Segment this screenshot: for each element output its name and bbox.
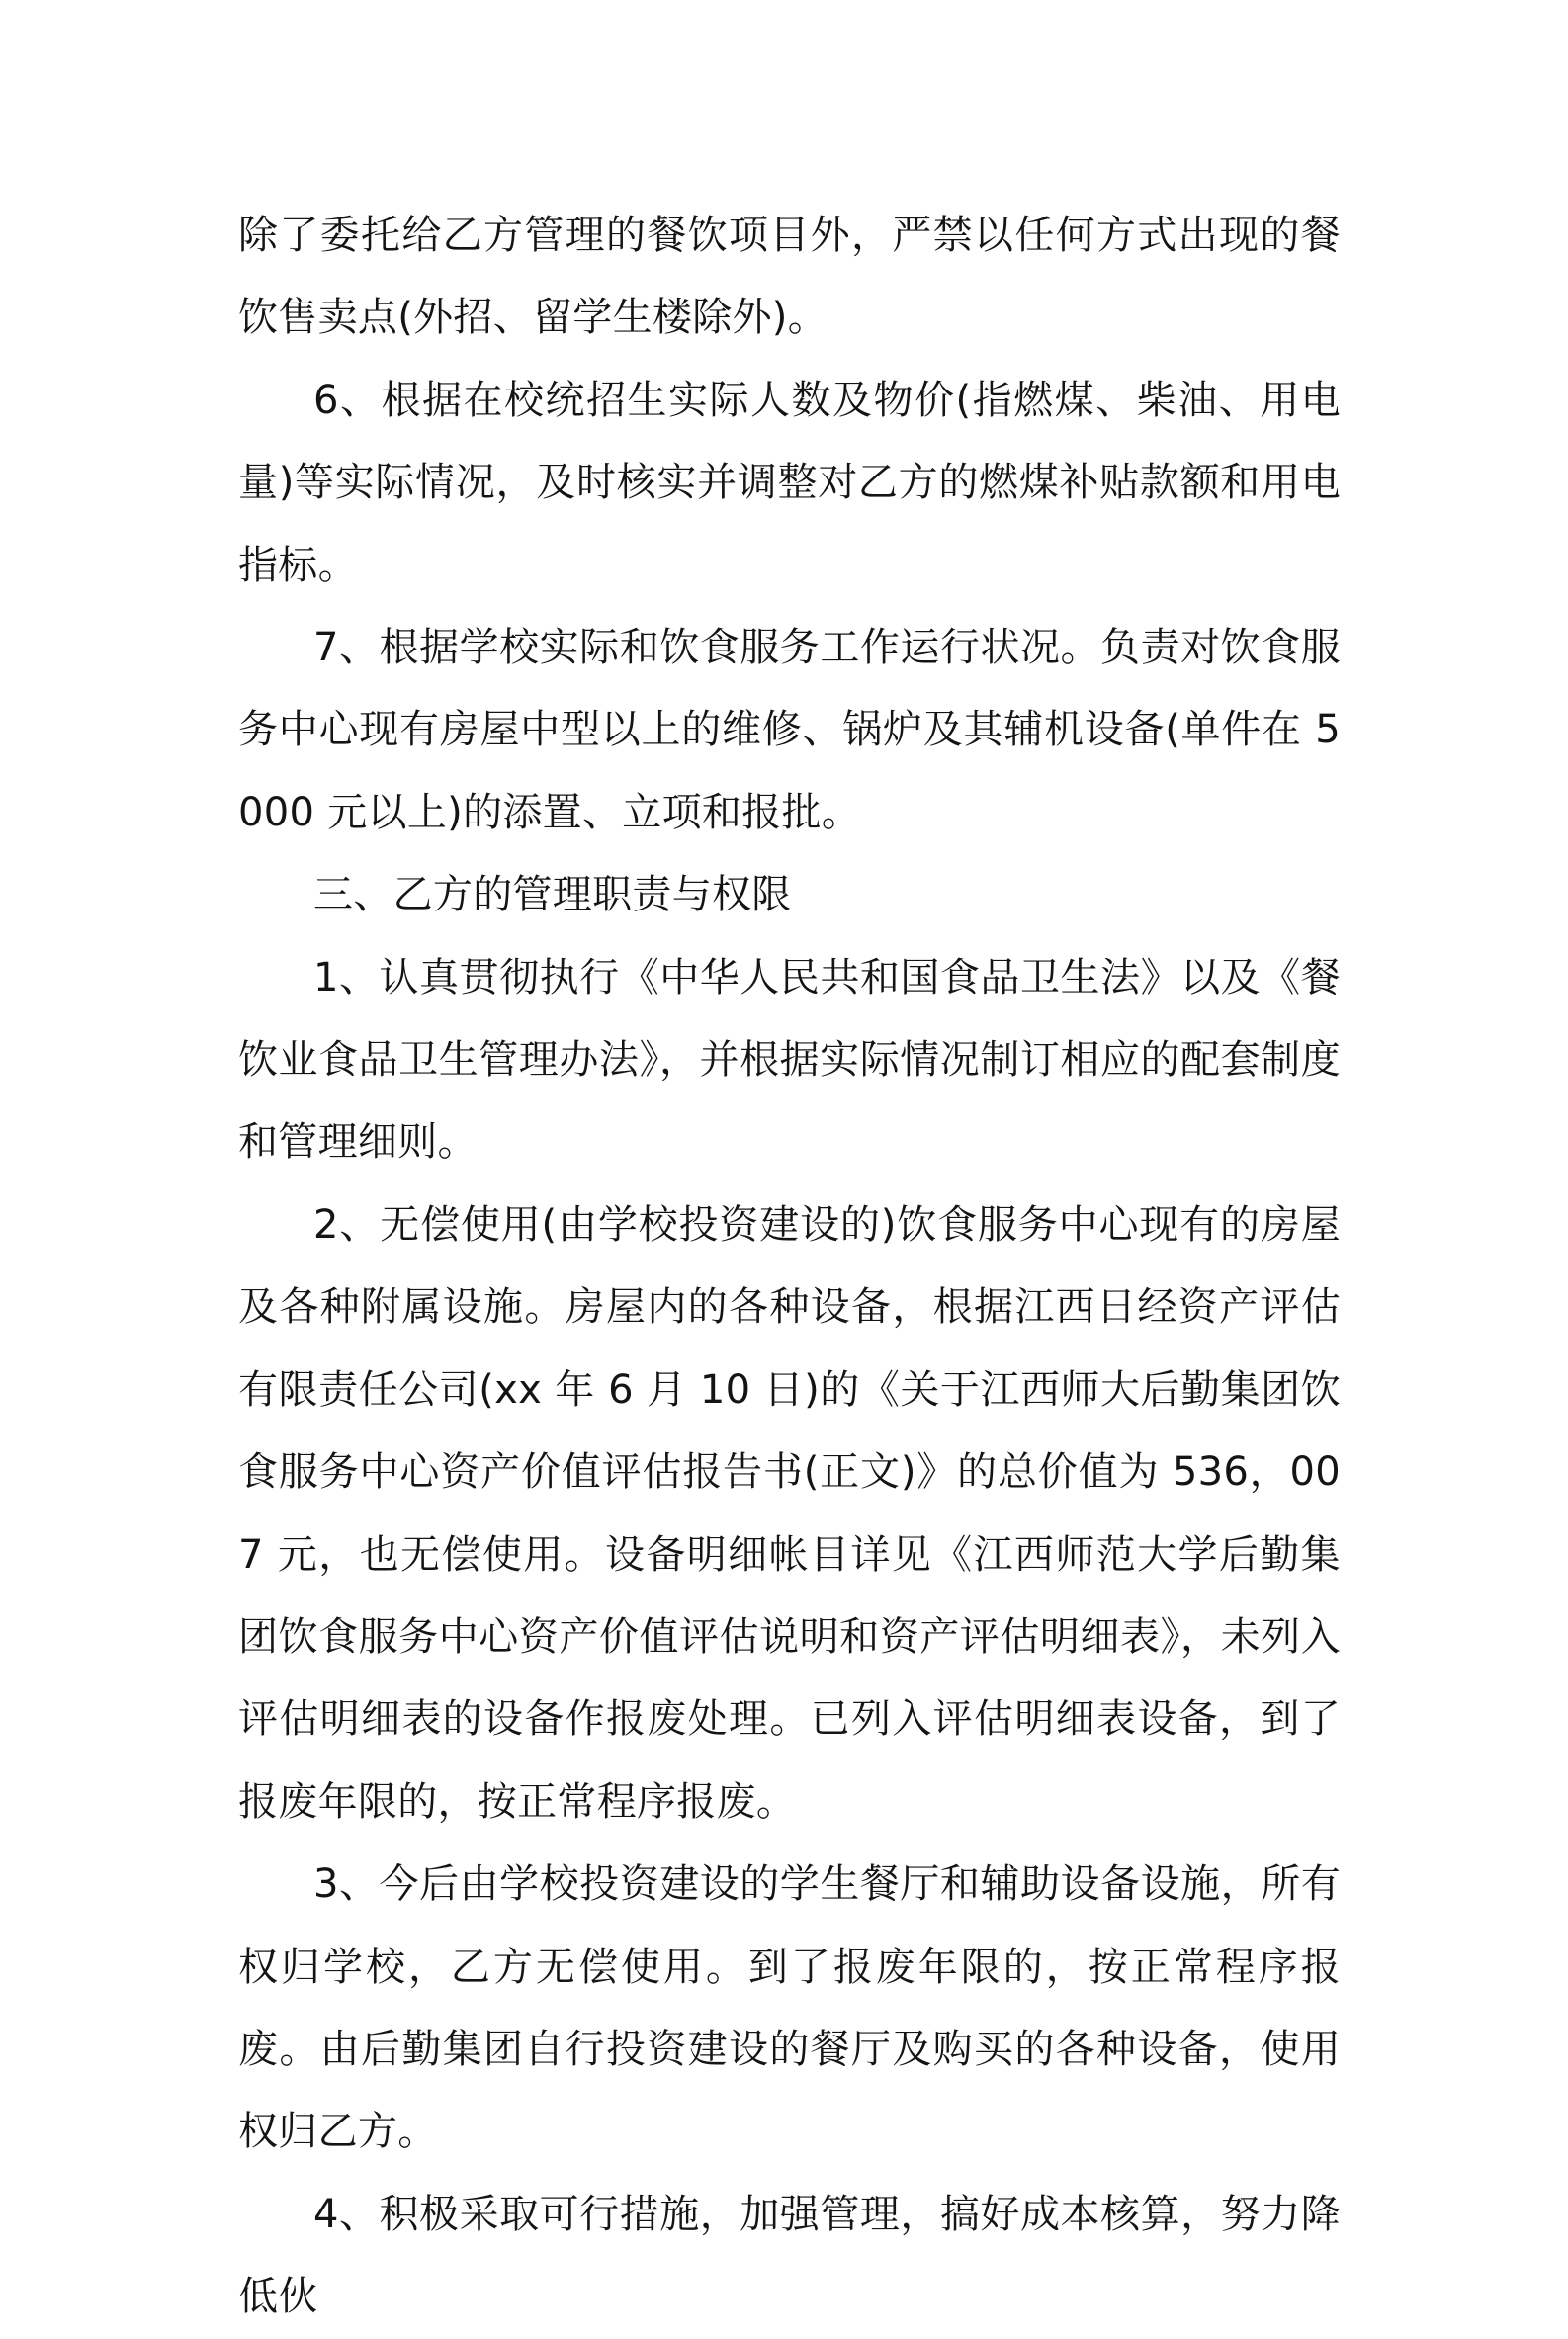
paragraph-item-2: 2、无偿使用(由学校投资建设的)饮食服务中心现有的房屋及各种附属设施。房屋内的各种设备，根据江西日经资产评估有限责任公司(xx 年 6 月 10 日)的《关于江西师大后勤集团饮食服务中心资产价值评估报告书(正文)》的总价值为 536，007 元，也无偿使用。设备明细帐目详见《江西师范大学后勤集团饮食服务中心资产价值评估说明和资产评估明细表》，未列入评估明细表的设备作报废处理。已列入评估明细表设备，到了报废年限的，按正常程序报废。 (238, 1201, 1341, 1825)
paragraph-item-3: 3、今后由学校投资建设的学生餐厅和辅助设备设施，所有权归学校，乙方无偿使用。到了报废年限的，按正常程序报废。由后勤集团自行投资建设的餐厅及购买的各种设备，使用权归乙方。 (238, 1862, 1341, 2155)
section-heading-3: 三、乙方的管理职责与权限 (313, 872, 792, 918)
paragraph-item-6: 6、根据在校统招生实际人数及物价(指燃煤、柴油、用电量)等实际情况，及时核实并调整对乙方的燃煤补贴款额和用电指标。 (238, 377, 1341, 588)
paragraph-item-7: 7、根据学校实际和饮食服务工作运行状况。负责对饮食服务中心现有房屋中型以上的维修、锅炉及其辅机设备(单件在 5000 元以上)的添置、立项和报批。 (238, 625, 1341, 835)
document-body (238, 195, 1341, 2339)
paragraph-item-4: 4、积极采取可行措施，加强管理，搞好成本核算，努力降低伙 (238, 2191, 1341, 2320)
paragraph-item-1: 1、认真贯彻执行《中华人民共和国食品卫生法》以及《餐饮业食品卫生管理办法》，并根据实际情况制订相应的配套制度和管理细则。 (238, 954, 1341, 1166)
paragraph-continuation: 除了委托给乙方管理的餐饮项目外，严禁以任何方式出现的餐饮售卖点(外招、留学生楼除外)。 (238, 213, 1341, 341)
